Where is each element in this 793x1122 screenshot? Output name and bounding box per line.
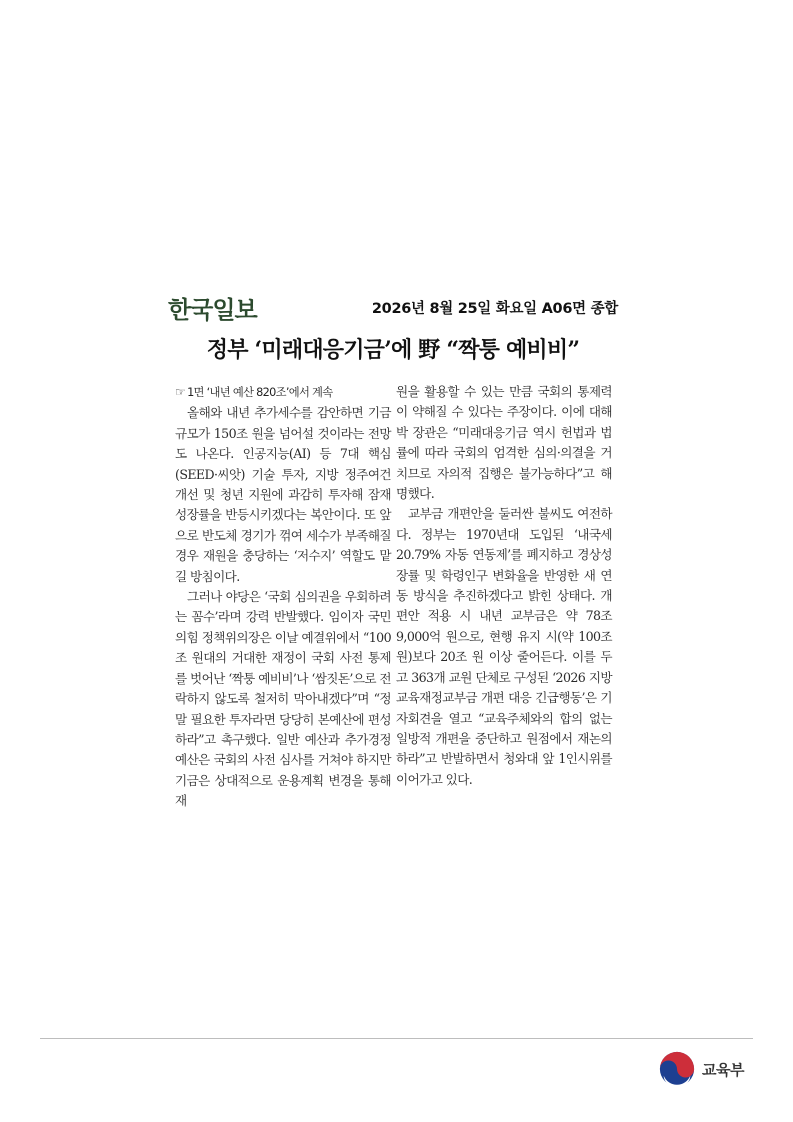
article-column-left <box>175 382 391 812</box>
article-headline: 정부 ‘미래대응기금’에 野 “짝퉁 예비비” <box>206 337 580 363</box>
ministry-name: 교육부 <box>702 1061 744 1079</box>
dateline: 2026년 8월 25일 화요일 A06면 종합 <box>371 301 618 317</box>
ministry-logo <box>658 1050 758 1090</box>
taegeuk-emblem-icon <box>658 1050 696 1088</box>
pointing-hand-icon: ☞ <box>175 385 186 399</box>
article-column-right <box>396 382 612 790</box>
footer-divider <box>40 1038 753 1039</box>
jump-note-text: 1면 ‘내년 예산 820조’에서 계속 <box>187 386 333 399</box>
jump-note <box>175 382 391 403</box>
masthead <box>168 290 618 324</box>
paragraph: 그러나 야당은 ‘국회 심의권을 우회하려는 꼼수’라며 강력 반발했다. 임이자 국민의힘 정책위의장은 이날 예결위에서 “100조 원대의 거대한 재정이 국회 사전 통제를 벗어난 ‘짝퉁 예비비’나 ‘쌈짓돈’으로 전락하지 않도록 철저히 막아내겠다”며 “정말 필요한 투자라면 당당히 본예산에 편성하라”고 촉구했다. 일반 예산과 추가경정예산은 국회의 사전 심사를 거쳐야 하지만 기금은 상대적으로 운용계획 변경을 통해 재 <box>175 589 391 809</box>
paragraph: 원을 활용할 수 있는 만큼 국회의 통제력이 약해질 수 있다는 주장이다. 이에 대해 박 장관은 “미래대응기금 역시 헌법과 법률에 따라 국회의 엄격한 심의·의결을 거치므로 자의적 집행은 불가능하다”고 해명했다. <box>396 384 612 502</box>
newspaper-name: 한국일보 <box>168 296 257 324</box>
paragraph: 올해와 내년 추가세수를 감안하면 기금 규모가 150조 원을 넘어설 것이라는 전망도 나온다. 인공지능(AI) 등 7대 핵심(SEED·씨앗) 기술 투자, 지방 정주여건 개선 및 청년 지원에 과감히 투자해 잠재 성장률을 반등시키겠다는 복안이다. 또 앞으로 반도체 경기가 꺾여 세수가 부족해질 경우 재원을 충당하는 ‘저수지’ 역할도 맡길 방침이다. <box>175 405 391 584</box>
paragraph: 교부금 개편안을 둘러싼 불씨도 여전하다. 정부는 1970년대 도입된 ‘내국세 20.79% 자동 연동제’를 폐지하고 경상성장률 및 학령인구 변화율을 반영한 새 연동 방식을 추진하겠다고 밝힌 상태다. 개편안 적용 시 내년 교부금은 약 78조9,000억 원으로, 현행 유지 시(약 100조 원)보다 20조 원 이상 줄어든다. 이를 두고 363개 교원 단체로 구성된 ‘2026 지방교육재정교부금 개편 대응 긴급행동’은 기자회견을 열고 “교육주체와의 합의 없는 일방적 개편을 중단하고 원점에서 재논의하라”고 반발하면서 청와대 앞 1인시위를 이어가고 있다. <box>396 506 612 787</box>
